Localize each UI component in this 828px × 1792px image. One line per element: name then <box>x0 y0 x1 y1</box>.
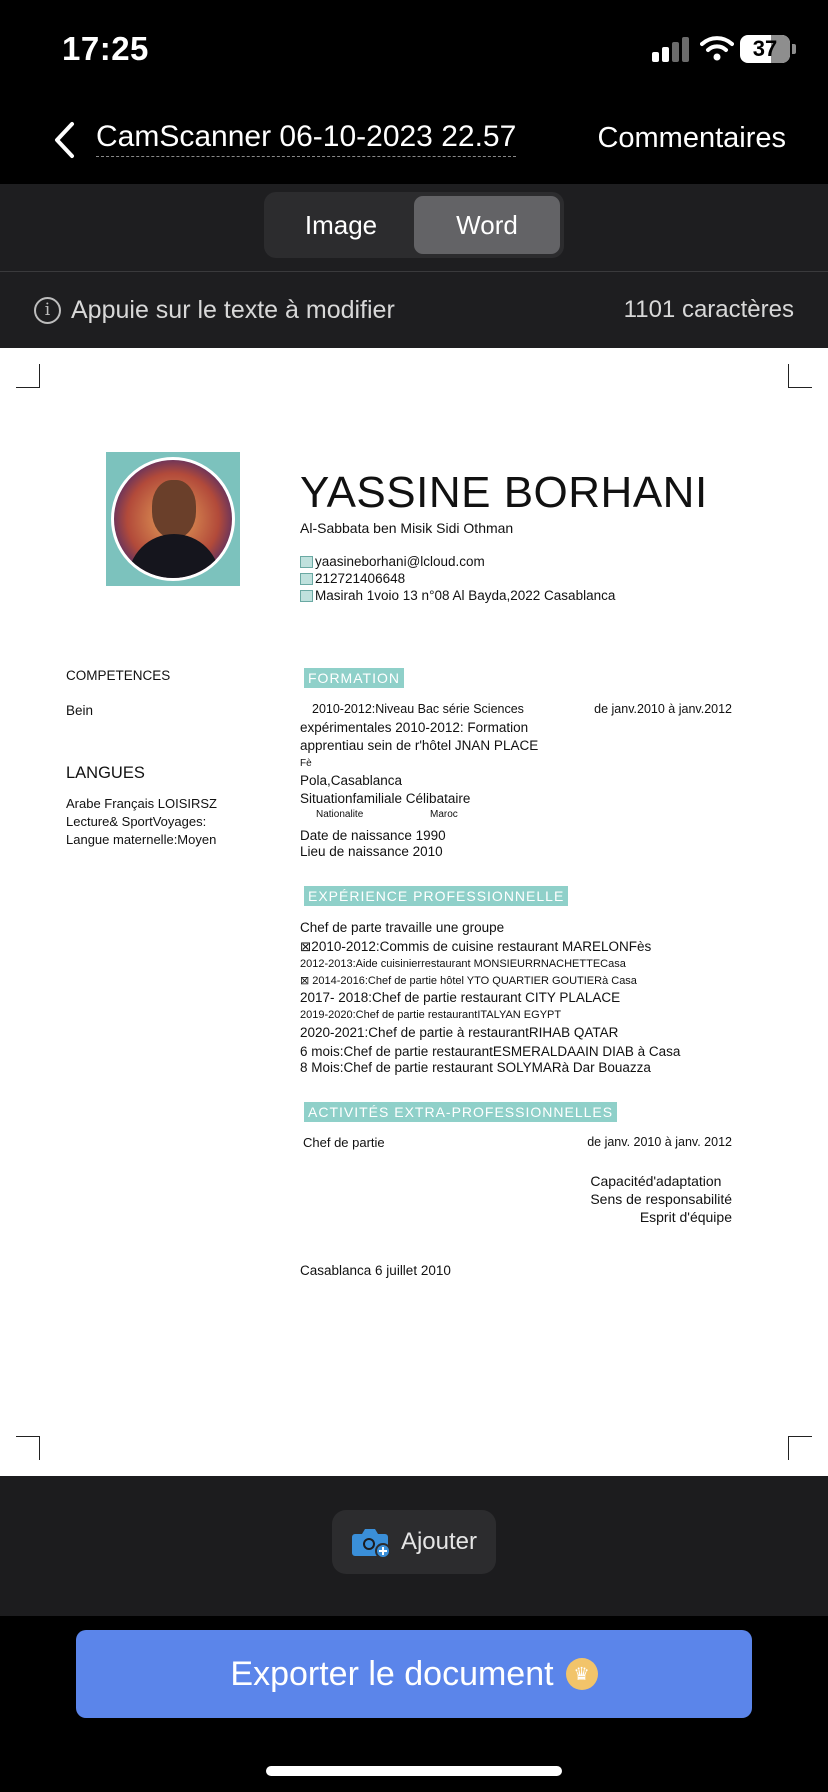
quality-item: Esprit d'équipe <box>639 1209 732 1225</box>
experience-line[interactable]: ⊠ 2014-2016:Chef de partie hôtel YTO QUARTIER GOUTIERà Casa <box>300 975 637 987</box>
status-time: 17:25 <box>62 30 149 67</box>
cellular-signal-icon <box>652 36 690 62</box>
experience-heading[interactable]: EXPÉRIENCE PROFESSIONNELLE <box>304 886 568 906</box>
add-button-label: Ajouter <box>400 1528 478 1555</box>
crop-corner-bottom-right <box>788 1436 812 1460</box>
crop-corner-bottom-left <box>16 1436 40 1460</box>
cv-home-text: Masirah 1voio 13 n°08 Al Bayda,2022 Casablanca <box>315 588 616 603</box>
tab-word[interactable]: Word <box>414 196 560 254</box>
edit-hint-bar <box>0 272 828 348</box>
wifi-icon <box>700 34 734 62</box>
view-mode-segmented-control <box>264 192 564 258</box>
qualities-list[interactable] <box>590 1172 732 1226</box>
add-page-bar <box>0 1476 828 1616</box>
activites-heading[interactable]: ACTIVITÉS EXTRA-PROFESSIONNELLES <box>304 1102 617 1122</box>
status-bar <box>0 0 828 96</box>
formation-line[interactable]: Situationfamiliale Célibataire <box>300 791 471 806</box>
document-page[interactable] <box>0 348 828 1476</box>
back-button[interactable] <box>44 116 84 164</box>
experience-line[interactable]: 2019-2020:Chef de partie restaurantITALYAN EGYPT <box>300 1009 562 1021</box>
formation-line[interactable]: expérimentales 2010-2012: Formation <box>300 720 529 735</box>
experience-line[interactable]: 2020-2021:Chef de partie à restaurantRIHAB QATAR <box>300 1025 619 1040</box>
tab-image[interactable]: Image <box>304 209 378 240</box>
add-button[interactable] <box>332 1510 496 1574</box>
battery-level: 37 <box>752 36 778 61</box>
export-bar <box>0 1616 828 1792</box>
competences-value[interactable]: Bein <box>66 703 94 718</box>
formation-line[interactable]: Fè <box>300 758 312 769</box>
experience-line[interactable]: Chef de parte travaille une groupe <box>300 920 505 935</box>
cv-email[interactable] <box>300 554 485 569</box>
competences-title[interactable]: COMPETENCES <box>66 668 171 683</box>
home-icon <box>300 590 313 602</box>
chevron-left-icon <box>52 120 76 160</box>
view-mode-bar <box>0 184 828 272</box>
character-count: 1101 caractères <box>623 296 794 323</box>
cv-email-text: yaasineborhani@lcloud.com <box>315 554 485 569</box>
formation-line[interactable]: Date de naissance 1990 <box>300 828 446 843</box>
edit-hint <box>34 296 395 325</box>
crown-icon: ♛ <box>566 1658 598 1690</box>
experience-line[interactable]: ⊠2010-2012:Commis de cuisine restaurant MARELONFès <box>300 939 652 954</box>
cv-name[interactable]: YASSINE BORHANI <box>300 468 708 517</box>
experience-line[interactable]: 2017- 2018:Chef de partie restaurant CITY PLALACE <box>300 990 621 1005</box>
formation-line[interactable]: 2010-2012:Niveau Bac série Sciences <box>312 702 524 716</box>
cv-phone[interactable] <box>300 571 405 586</box>
cv-address[interactable]: Al-Sabbata ben Misik Sidi Othman <box>300 520 514 536</box>
experience-line[interactable]: 2012-2013:Aide cuisinierrestaurant MONSIEURRNACHETTECasa <box>300 958 626 970</box>
formation-line[interactable]: Lieu de naissance 2010 <box>300 844 443 859</box>
cv-home[interactable] <box>300 588 615 603</box>
profile-photo <box>106 452 240 586</box>
navigation-bar <box>0 96 828 184</box>
export-button-label: Exporter le document <box>230 1654 554 1693</box>
langues-line[interactable]: Lecture& SportVoyages: <box>66 814 207 829</box>
formation-line[interactable]: Nationalite <box>316 809 364 820</box>
battery-tip <box>792 44 796 54</box>
activites-dates[interactable]: de janv. 2010 à janv. 2012 <box>587 1135 732 1149</box>
home-indicator[interactable] <box>266 1766 562 1776</box>
email-icon <box>300 556 313 568</box>
export-document-button[interactable] <box>76 1630 752 1718</box>
langues-line[interactable]: Langue maternelle:Moyen <box>66 832 217 847</box>
formation-dates[interactable]: de janv.2010 à janv.2012 <box>594 702 732 716</box>
quality-item: Sens de responsabilité <box>590 1191 732 1207</box>
formation-line[interactable]: Maroc <box>430 809 458 820</box>
experience-line[interactable]: 6 mois:Chef de partie restaurantESMERALDAAIN DIAB à Casa <box>300 1044 681 1059</box>
cv-phone-text: 212721406648 <box>315 571 406 586</box>
crop-corner-top-left <box>16 364 40 388</box>
info-icon: i <box>34 297 61 324</box>
edit-hint-text: Appuie sur le texte à modifier <box>71 296 395 324</box>
formation-heading[interactable]: FORMATION <box>304 668 404 688</box>
crop-corner-top-right <box>788 364 812 388</box>
document-title[interactable]: CamScanner 06-10-2023 22.57 <box>96 120 516 157</box>
formation-line[interactable]: Pola,Casablanca <box>300 773 403 788</box>
comments-button[interactable]: Commentaires <box>597 122 786 154</box>
formation-line[interactable]: apprentiau sein de r'hôtel JNAN PLACE <box>300 738 539 753</box>
langues-title[interactable]: LANGUES <box>66 764 145 782</box>
signature-line[interactable]: Casablanca 6 juillet 2010 <box>300 1263 451 1278</box>
quality-item: Capacitéd'adaptation <box>590 1173 722 1189</box>
experience-line[interactable]: 8 Mois:Chef de partie restaurant SOLYMARà Dar Bouazza <box>300 1060 651 1075</box>
activites-role[interactable]: Chef de partie <box>303 1135 385 1150</box>
phone-icon <box>300 573 313 585</box>
camera-add-icon <box>351 1526 391 1558</box>
battery-icon <box>740 35 790 63</box>
langues-line[interactable]: Arabe Français LOISIRSZ <box>66 796 217 811</box>
